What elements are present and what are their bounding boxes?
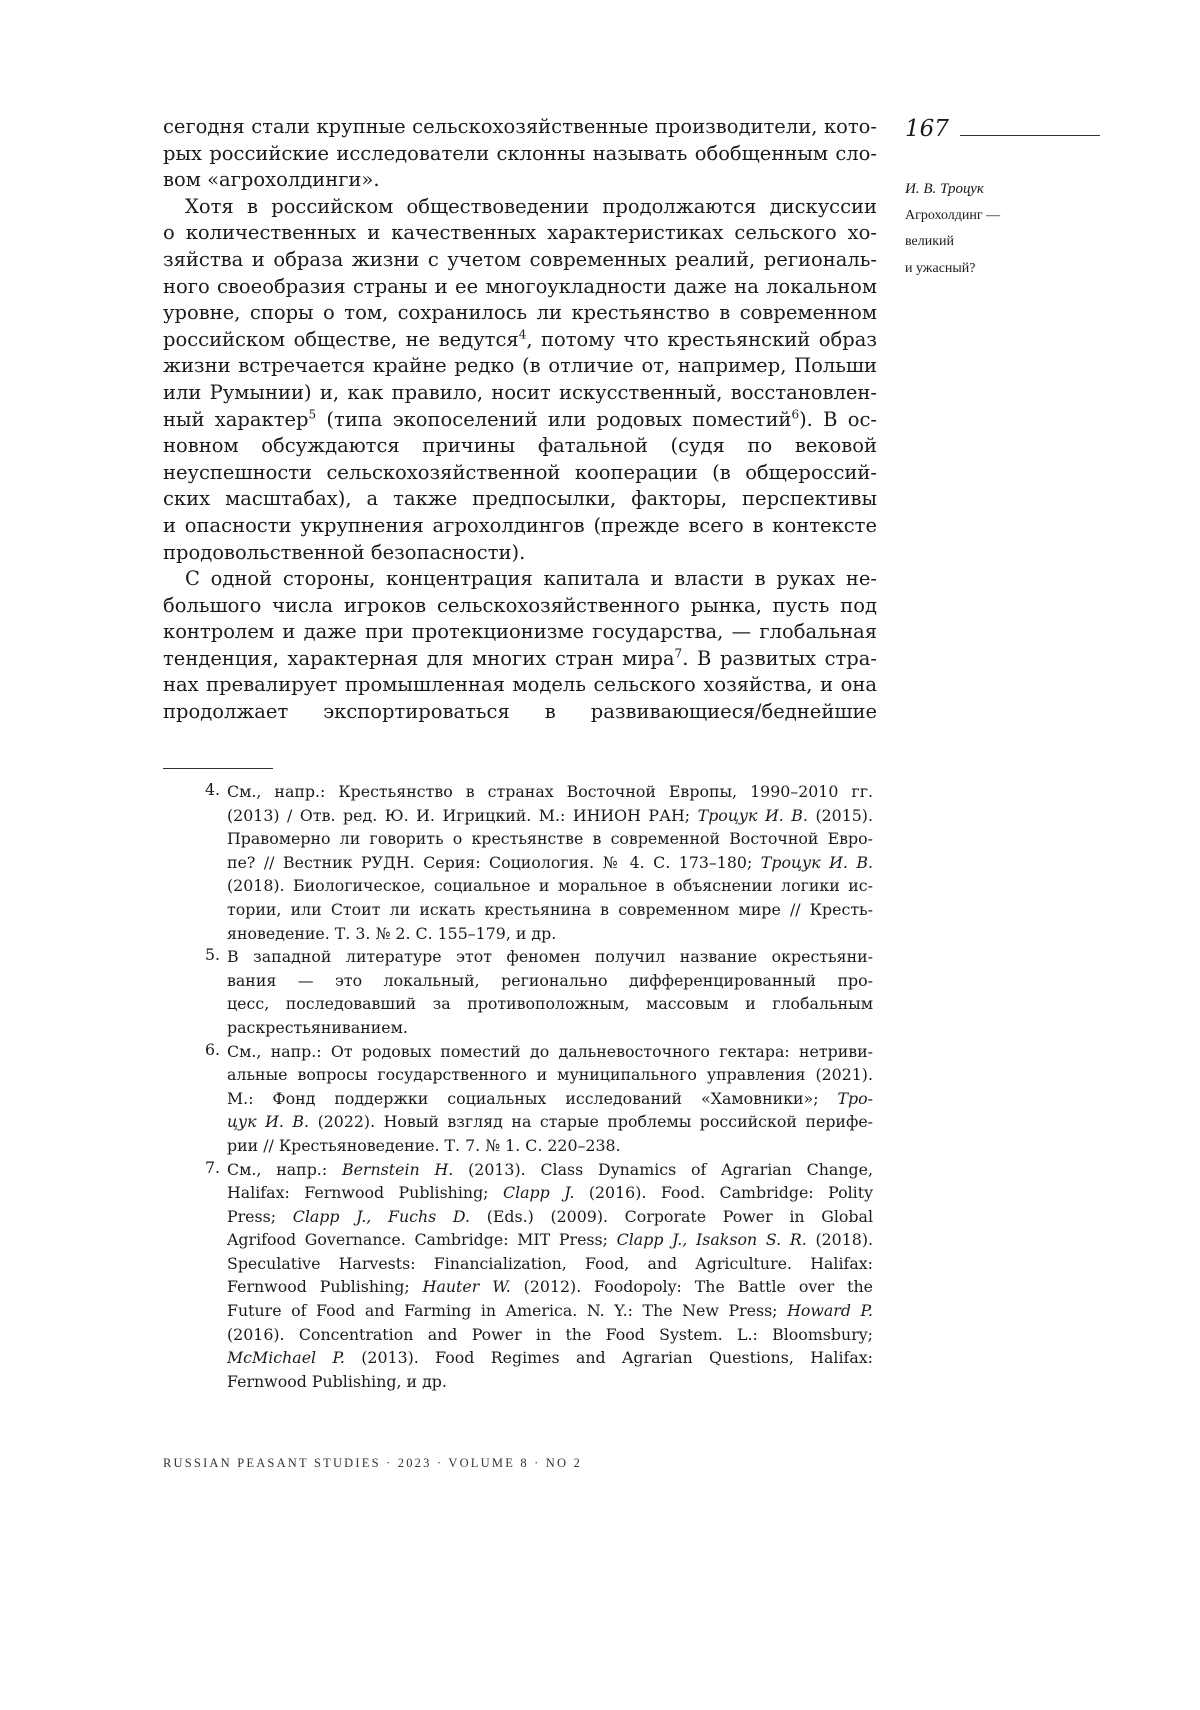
text-run: альные вопросы государственного и муниципального управления (2021). xyxy=(227,1065,873,1084)
text-run: ). В ос- xyxy=(799,408,877,431)
text-run: неуспешности сельскохозяйственной кооперации (в общероссий- xyxy=(163,461,877,484)
running-author: И. В. Троцук xyxy=(905,176,1000,203)
header-rule xyxy=(960,135,1100,136)
text-run: (2022). Новый взгляд на старые проблемы российской перифе- xyxy=(309,1112,873,1131)
text-line xyxy=(163,274,877,301)
page-number: 167 xyxy=(905,116,949,142)
text-run: (2015). xyxy=(808,806,873,825)
text-run: пе? // Вестник РУДН. Серия: Социология. № 4. С. 173–180; xyxy=(227,853,761,872)
text-run: вания — это локальный, регионально дифференцированный про- xyxy=(227,971,873,990)
text-run: сегодня стали крупные сельскохозяйственные производители, кото- xyxy=(163,115,877,138)
italic-run: Clapp J., Fuchs D. xyxy=(293,1207,470,1226)
text-run: цесс, последовавший за противоположным, массовым и глобальным xyxy=(227,994,873,1013)
text-run: тории, или Стоит ли искать крестьянина в современном мире // Кресть- xyxy=(227,900,873,919)
text-line xyxy=(163,247,877,274)
text-run: , потому что крестьянский образ xyxy=(526,328,877,351)
paragraph xyxy=(163,194,877,566)
text-run: (2012). Foodopoly: The Battle over the xyxy=(511,1277,873,1296)
footnote-number: 6. xyxy=(205,1040,220,1059)
text-run: Хотя в российском обществоведении продолжаются дискуссии xyxy=(185,195,877,218)
text-run: ный характер xyxy=(163,408,309,431)
italic-run: Троцук И. В. xyxy=(698,806,808,825)
italic-run: Howard P. xyxy=(787,1301,873,1320)
running-title-line: и ужасный? xyxy=(905,256,1000,283)
text-line xyxy=(163,593,877,620)
text-run: контролем и даже при протекционизме государства, — глобальная xyxy=(163,620,877,643)
text-line xyxy=(163,460,877,487)
text-line xyxy=(227,804,873,828)
text-run: С одной стороны, концентрация капитала и власти в руках не- xyxy=(185,567,877,590)
text-line xyxy=(163,646,877,673)
running-title-line: Агрохолдинг — xyxy=(905,203,1000,230)
text-run: См., напр.: Крестьянство в странах Восточной Европы, 1990–2010 гг. xyxy=(227,782,873,801)
text-run: новном обсуждаются причины фатальной (судя по вековой xyxy=(163,434,877,460)
text-run: . В развитых стра- xyxy=(682,647,877,670)
footnote xyxy=(205,780,873,945)
text-run: Правомерно ли говорить о крестьянстве в современной Восточной Евро- xyxy=(227,829,873,848)
text-run: Fernwood Publishing; xyxy=(227,1277,423,1296)
text-run: (2013) / Отв. ред. Ю. И. Игрицкий. М.: ИНИОН РАН; xyxy=(227,806,698,825)
text-run: См., напр.: От родовых поместий до дальневосточного гектара: нетриви- xyxy=(227,1042,873,1061)
text-line xyxy=(227,922,873,946)
text-line xyxy=(163,672,877,699)
text-line xyxy=(227,1181,873,1205)
text-run: (2013). Food Regimes and Agrarian Questions, Halifax: xyxy=(345,1348,873,1367)
text-run: или Румынии) и, как правило, носит искусственный, восстановлен- xyxy=(163,381,877,404)
text-line xyxy=(227,1087,873,1111)
text-line xyxy=(227,1275,873,1299)
running-title-line: великий xyxy=(905,229,1000,256)
text-line xyxy=(163,114,877,141)
text-line xyxy=(227,992,873,1016)
italic-run: Hauter W. xyxy=(423,1277,511,1296)
text-line xyxy=(227,1063,873,1087)
running-header xyxy=(905,176,1000,283)
text-run: Future of Food and Farming in America. N. Y.: The New Press; xyxy=(227,1301,787,1320)
text-line xyxy=(227,874,873,898)
text-run: вом «агрохолдинги». xyxy=(163,168,380,191)
paragraph xyxy=(163,566,877,726)
main-text xyxy=(163,114,877,726)
footnote-number: 4. xyxy=(205,780,220,799)
italic-run: Троцук И. В. xyxy=(761,853,873,872)
footnote-number: 7. xyxy=(205,1158,220,1177)
text-run: ских масштабах), а также предпосылки, факторы, перспективы xyxy=(163,487,877,510)
text-run: (2018). xyxy=(807,1230,873,1249)
text-run: (Eds.) (2009). Corporate Power in Global xyxy=(470,1207,873,1226)
text-run: В западной литературе этот феномен получил название окрестьяни- xyxy=(227,947,873,966)
paragraph xyxy=(163,114,877,194)
text-run: Agrifood Governance. Cambridge: MIT Press; xyxy=(227,1230,617,1249)
text-line xyxy=(227,1110,873,1134)
text-run: рии // Крестьяноведение. Т. 7. № 1. С. 220–238. xyxy=(227,1136,621,1155)
footnote-ref[interactable]: 4 xyxy=(519,327,527,341)
italic-run: Clapp J. xyxy=(503,1183,574,1202)
footnote-ref[interactable]: 5 xyxy=(309,407,317,421)
text-line xyxy=(163,167,877,194)
footnote-number: 5. xyxy=(205,945,220,964)
text-run: (2016). Concentration and Power in the Food System. L.: Bloomsbury; xyxy=(227,1325,873,1344)
footnote xyxy=(205,1158,873,1394)
footnote-separator xyxy=(163,768,273,769)
text-line xyxy=(227,1205,873,1229)
italic-run: Clapp J., Isakson S. R. xyxy=(617,1230,807,1249)
text-run: и опасности укрупнения агрохолдингов (прежде всего в контексте xyxy=(163,514,877,537)
text-run: (типа экопоселений или родовых поместий xyxy=(316,408,791,431)
text-line xyxy=(227,1323,873,1347)
text-run: ного своеобразия страны и ее многоукладности даже на локальном xyxy=(163,275,877,298)
footnote xyxy=(205,1040,873,1158)
text-run: Fernwood Publishing, и др. xyxy=(227,1372,447,1391)
text-run: зяйства и образа жизни с учетом современных реалий, региональ- xyxy=(163,248,877,271)
text-line xyxy=(227,1370,873,1394)
text-line xyxy=(163,194,877,221)
text-run: Press; xyxy=(227,1207,293,1226)
text-run: нах превалирует промышленная модель сельского хозяйства, и она xyxy=(163,673,877,696)
text-run: (2016). Food. Cambridge: Polity xyxy=(574,1183,873,1202)
text-line xyxy=(227,898,873,922)
text-line xyxy=(163,380,877,407)
text-run: (2013). Class Dynamics of Agrarian Change, xyxy=(453,1160,873,1179)
text-line xyxy=(163,353,877,380)
text-run: Speculative Harvests: Financialization, Food, and Agriculture. Halifax: xyxy=(227,1254,873,1273)
text-run: М.: Фонд поддержки социальных исследований «Хамовники»; xyxy=(227,1089,838,1108)
text-line xyxy=(227,969,873,993)
text-run: тенденция, характерная для многих стран мира xyxy=(163,647,675,670)
text-run: жизни встречается крайне редко (в отличие от, например, Польши xyxy=(163,354,877,377)
text-run: продолжает экспортироваться в развивающиеся/беднейшие xyxy=(163,700,877,726)
footnote-ref[interactable]: 7 xyxy=(675,646,683,660)
text-line xyxy=(227,945,873,969)
footnote xyxy=(205,945,873,1039)
text-line xyxy=(163,220,877,247)
text-run: уровне, споры о том, сохранилось ли крестьянство в современном xyxy=(163,301,877,324)
text-run: рых российские исследователи склонны называть обобщенным сло- xyxy=(163,142,877,165)
footnote-ref[interactable]: 6 xyxy=(791,407,799,421)
text-line xyxy=(163,141,877,168)
text-line xyxy=(227,827,873,851)
text-line xyxy=(227,780,873,804)
text-line xyxy=(227,1134,873,1158)
text-line xyxy=(227,1016,873,1040)
text-run: большого числа игроков сельскохозяйственного рынка, пусть под xyxy=(163,594,877,617)
text-line xyxy=(163,619,877,646)
text-line xyxy=(227,851,873,875)
italic-run: Bernstein H. xyxy=(342,1160,453,1179)
italic-run: Тро- xyxy=(838,1089,874,1108)
italic-run: McMichael P. xyxy=(227,1348,345,1367)
text-line xyxy=(227,1228,873,1252)
text-line xyxy=(227,1346,873,1370)
text-run: продовольственной безопасности). xyxy=(163,541,525,564)
text-run: яноведение. Т. 3. № 2. С. 155–179, и др. xyxy=(227,924,556,943)
text-line xyxy=(163,540,877,567)
text-line xyxy=(163,407,877,434)
text-run: См., напр.: xyxy=(227,1160,342,1179)
text-line xyxy=(163,486,877,513)
text-line xyxy=(163,566,877,593)
italic-run: цук И. В. xyxy=(227,1112,309,1131)
journal-footer: RUSSIAN PEASANT STUDIES · 2023 · VOLUME 8 · NO 2 xyxy=(163,1456,582,1471)
text-run: о количественных и качественных характеристиках сельского хо- xyxy=(163,221,877,244)
text-line xyxy=(163,433,877,460)
footnotes xyxy=(205,780,873,1393)
text-line xyxy=(163,699,877,726)
text-line xyxy=(163,300,877,327)
text-run: раскрестьяниванием. xyxy=(227,1018,408,1037)
text-line xyxy=(163,513,877,540)
text-run: российском обществе, не ведутся xyxy=(163,328,519,351)
text-line xyxy=(227,1299,873,1323)
text-line xyxy=(227,1158,873,1182)
text-run: Halifax: Fernwood Publishing; xyxy=(227,1183,503,1202)
text-line xyxy=(163,327,877,354)
text-line xyxy=(227,1252,873,1276)
text-line xyxy=(227,1040,873,1064)
text-run: (2018). Биологическое, социальное и моральное в объяснении логики ис- xyxy=(227,876,873,895)
